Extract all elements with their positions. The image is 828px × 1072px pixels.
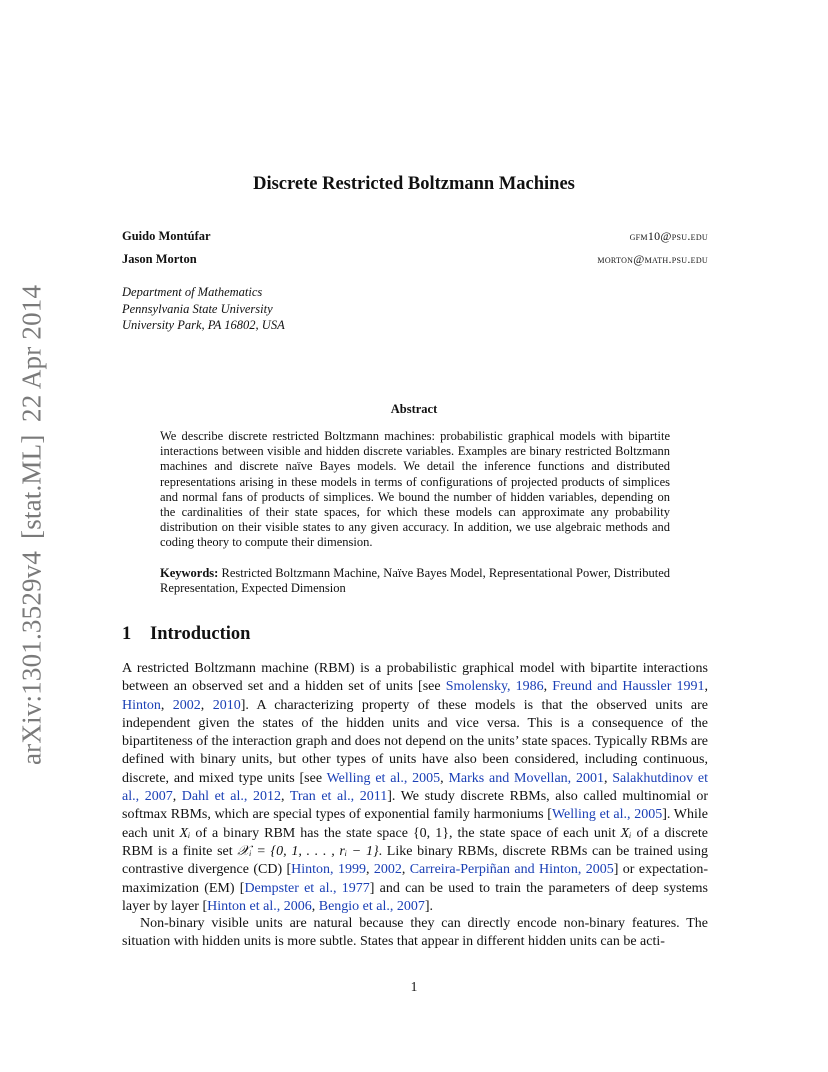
text: of a binary RBM has the state space [190, 825, 413, 841]
section-title: Introduction [150, 624, 251, 644]
author-email[interactable]: gfm10@psu.edu [629, 229, 708, 243]
citation-link[interactable]: Dempster et al., 1977 [244, 880, 370, 896]
citation-link[interactable]: Hinton [122, 697, 161, 713]
text: A restricted Boltzmann machine (RBM) is a probabilistic graphical model with bipartite interactions between an observed set and a hidden set of units [see [122, 661, 708, 695]
affiliation-dept: Department of Mathematics [122, 285, 263, 299]
paragraph: Non-binary visible units are natural because they can directly encode non-binary features. The situation with hidden units is more subtle. States that appear in different hidden units can be acti- [122, 916, 708, 950]
section-number: 1 [122, 624, 132, 644]
text: ] and can be used to train the parameters of deep systems layer by layer [ [122, 880, 709, 914]
author-name: Guido Montúfar [122, 229, 211, 243]
arxiv-date: 22 Apr 2014 [16, 285, 47, 423]
keywords [160, 566, 670, 596]
author-name: Jason Morton [122, 252, 197, 266]
keywords-list: Restricted Boltzmann Machine, Naïve Bayes Model, Representational Power, Distributed Representation, Expected Dimension [160, 566, 670, 596]
citation-link[interactable]: Freund and Haussler [552, 679, 672, 695]
paper-title: Discrete Restricted Boltzmann Machines [253, 174, 575, 194]
citation-link[interactable]: Smolensky, 1986 [445, 679, 544, 695]
arxiv-id: arXiv:1301.3529v4 [16, 550, 47, 765]
math-inline: Xᵢ [179, 825, 191, 841]
page-number: 1 [410, 979, 418, 994]
text: ] or expectation-maximization (EM) [ [122, 862, 709, 896]
arxiv-identifier-stamp [8, 285, 56, 765]
citation-link[interactable]: 2002 [373, 862, 402, 878]
citation-link[interactable]: Dahl et al., 2012 [181, 789, 281, 805]
text: . Like binary RBMs, discrete RBMs can be trained using contrastive divergence (CD) [ [122, 843, 708, 878]
citation-link[interactable]: Welling et al., 2005 [326, 770, 441, 786]
affiliation [122, 284, 285, 334]
paragraph: A restricted Boltzmann machine (RBM) is a probabilistic graphical model with bipartite interactions between an observed set and a hidden set of units [see Smolensky, 1986, Freund and Haussler 1991, Hinton, 2002, 2010]. A characterizing property of these models is that the observed units are independent given the states of the hidden units and vice versa. This is a consequence of the bipartiteness of the interaction graph and does not depend on the units’ state spaces. Typically RBMs are defined with binary units, but other types of units have also been considered, including continuous, discrete, and mixed type units [see Welling et al., 2005, Marks and Movellan, 2001, Salakhutdinov et al., 2007, Dahl et al., 2012, Tran et al., 2011]. We study discrete RBMs, also called multinomial or softmax RBMs, which are special types of exponential family harmoniums [Welling et al., 2005]. While each unit Xᵢ of a binary RBM has the state space {0, 1}, the state space of each unit Xᵢ of a discrete RBM is a finite set 𝒳ᵢ = {0, 1, . . . , rᵢ − 1}. Like binary RBMs, discrete RBMs can be trained using contrastive divergence (CD) [Hinton, 1999, 2002, Carreira-Perpiñan and Hinton, 2005] or expectation-maximization (EM) [Dempster et al., 1977] and can be used to train the parameters of deep systems layer by layer [Hinton et al., 2006, Bengio et al., 2007]. [122, 661, 709, 914]
text: of a discrete RBM is a finite set [122, 825, 708, 859]
abstract-heading: Abstract [390, 402, 438, 416]
citation-link[interactable]: Marks and Movellan, 2001 [448, 770, 604, 786]
math-inline: Xᵢ [620, 825, 632, 841]
citation-link[interactable]: 1991 [676, 679, 705, 695]
author-row [122, 229, 708, 244]
text: ]. A characterizing property of these models is that the observed units are independent given the states of the hidden units and vice versa. This is a consequence of the bipartiteness of the interaction graph and does not depend on the units’ state spaces. Typically RBMs are defined with binary units, but other types of units have also been considered, including continuous, discrete, and mixed type units [see [122, 697, 709, 786]
abstract-text: We describe discrete restricted Boltzmann machines: probabilistic graphical models with bipartite interactions between visible and hidden discrete variables. Examples are binary restricted Boltzmann machines and discrete naïve Bayes models. We detail the inference functions and distributed representations arising in these models in terms of configurations of projected products of simplices and normal fans of products of simplices. We bound the number of hidden variables, depending on the cardinalities of their state spaces, for which these models can approximate any probability distribution on their visible states to any given accuracy. In addition, we use algebraic methods and coding theory to compute their dimension. [160, 429, 670, 550]
citation-link[interactable]: 2002 [172, 697, 201, 713]
author-email[interactable]: morton@math.psu.edu [597, 252, 708, 266]
citation-link[interactable]: Hinton, 1999 [291, 862, 366, 878]
citation-link[interactable]: Bengio et al., 2007 [318, 898, 425, 914]
affiliation-address: University Park, PA 16802, USA [122, 318, 285, 332]
math-inline: {0, 1} [412, 825, 449, 841]
affiliation-university: Pennsylvania State University [122, 301, 273, 316]
citation-link[interactable]: Carreira-Perpiñan and Hinton, 2005 [409, 862, 614, 878]
citation-link[interactable]: Hinton et al., 2006 [207, 898, 312, 914]
author-row [122, 252, 708, 267]
text: , the state space of each unit [448, 825, 621, 841]
text: ]. [424, 898, 434, 914]
text: ]. While each unit [122, 807, 708, 841]
citation-link[interactable]: 2010 [212, 697, 241, 713]
citation-link[interactable]: Tran et al., 2011 [289, 789, 388, 805]
citation-link[interactable]: Salakhutdinov et al., 2007 [122, 770, 709, 805]
arxiv-category: [stat.ML] [16, 434, 47, 539]
section-heading [122, 624, 250, 645]
citation-link[interactable]: Welling et al., 2005 [551, 807, 663, 823]
math-inline: 𝒳ᵢ = {0, 1, . . . , rᵢ − 1} [237, 843, 379, 859]
keywords-label: Keywords: [160, 566, 219, 580]
text: ]. We study discrete RBMs, also called multinomial or softmax RBMs, which are special types of exponential family harmoniums [ [122, 789, 709, 823]
